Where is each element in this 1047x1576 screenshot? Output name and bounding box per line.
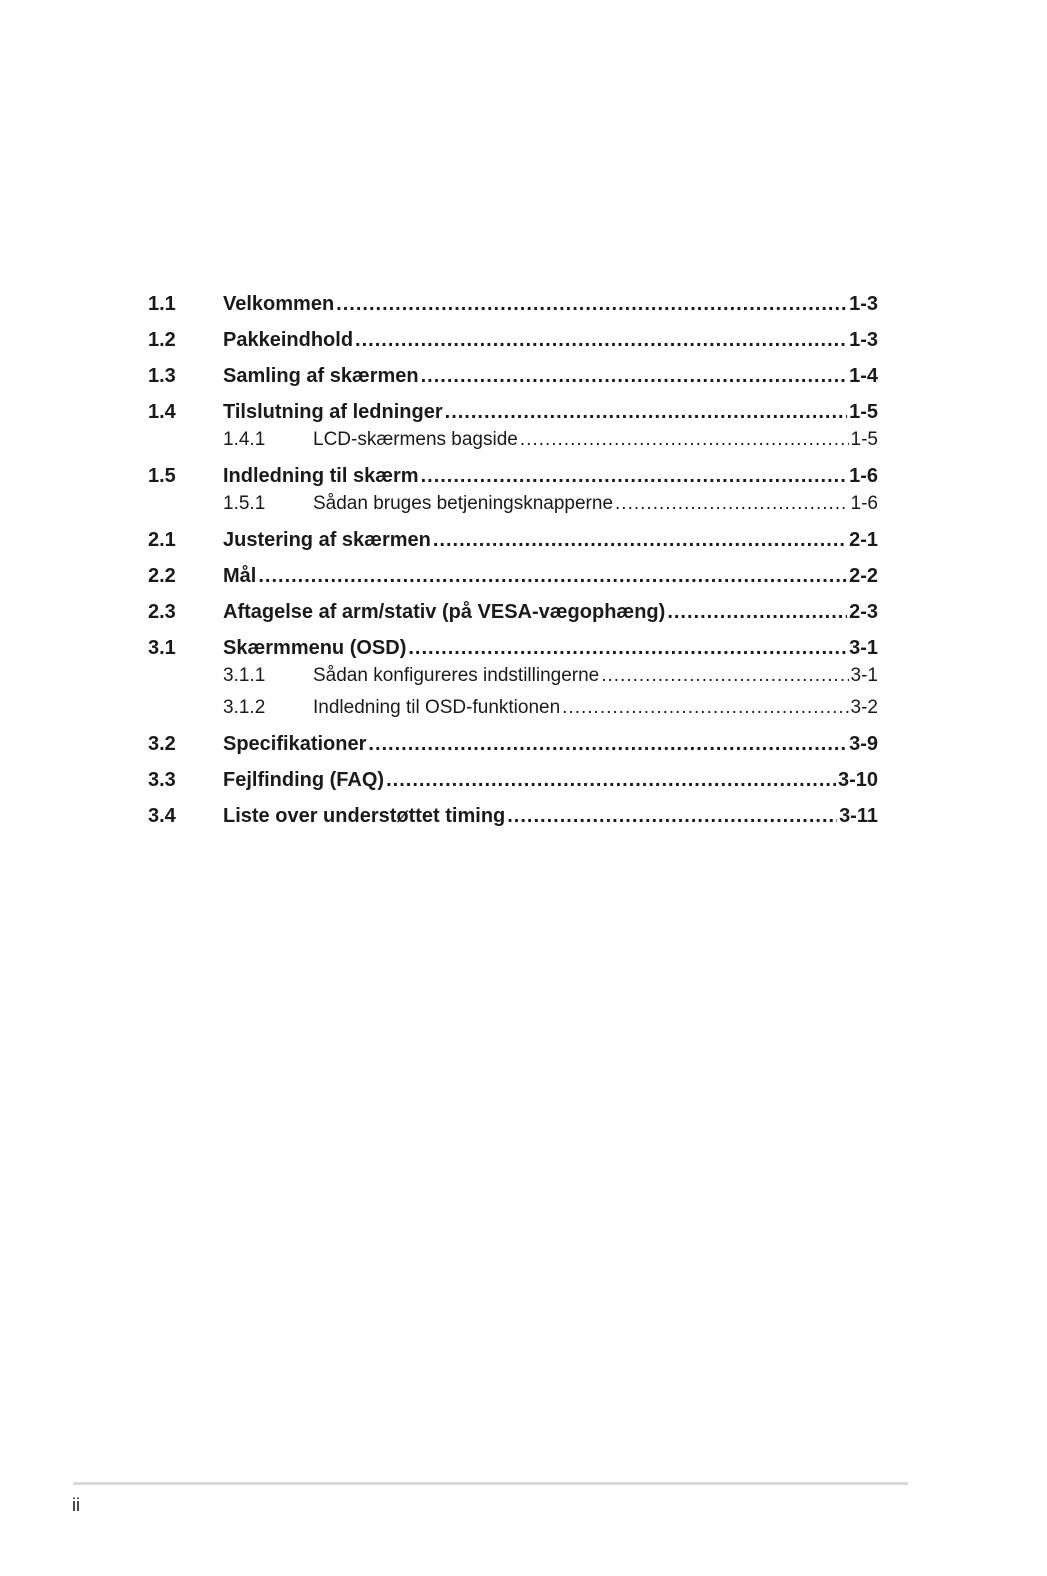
- toc-leader: [445, 398, 847, 426]
- toc-leader: [433, 526, 847, 554]
- toc-title: Fejlfinding (FAQ): [223, 769, 385, 791]
- toc-entry-1-4-1[interactable]: [148, 428, 878, 462]
- toc-leader: [408, 634, 847, 662]
- toc-title: Samling af skærmen: [223, 365, 419, 387]
- toc-number: 1.1: [148, 293, 176, 315]
- toc-entry-1-5[interactable]: [148, 462, 878, 492]
- toc-title: Skærmmenu (OSD): [223, 637, 407, 659]
- toc-page: 1-4: [849, 365, 878, 387]
- toc-page: 1-3: [849, 293, 878, 315]
- toc-title: Pakkeindhold: [223, 329, 354, 351]
- toc-page: 3-1: [850, 665, 878, 686]
- footer-page-number: ii: [72, 1495, 80, 1515]
- toc-entry-2-1[interactable]: [148, 526, 878, 562]
- toc-entry-3-1-1[interactable]: [148, 664, 878, 696]
- toc-title: Velkommen: [223, 293, 335, 315]
- toc-page: 1-5: [849, 401, 878, 423]
- toc-leader: [421, 362, 847, 390]
- toc-number: 3.1: [148, 637, 176, 659]
- toc-title: Tilslutning af ledninger: [223, 401, 443, 423]
- toc-title: Aftagelse af arm/stativ (på VESA-vægophæng): [223, 601, 666, 623]
- toc-page: 1-5: [850, 429, 878, 450]
- toc-page: 2-2: [849, 565, 878, 587]
- toc-number: 3.3: [148, 769, 176, 791]
- toc-leader: [667, 598, 847, 626]
- toc-entry-1-5-1[interactable]: [148, 492, 878, 526]
- toc-page: 3-2: [850, 697, 878, 718]
- toc-title: LCD-skærmens bagside: [313, 429, 518, 450]
- toc-page: 3-9: [849, 733, 878, 755]
- toc-leader: [507, 802, 837, 830]
- toc-title: Mål: [223, 565, 257, 587]
- toc-entry-3-3[interactable]: [148, 766, 878, 802]
- toc-leader: [258, 562, 847, 590]
- toc-entry-3-1-2[interactable]: [148, 696, 878, 730]
- toc-page: 2-1: [849, 529, 878, 551]
- toc-number: 3.2: [148, 733, 176, 755]
- toc-leader: [562, 696, 848, 720]
- toc-entry-2-3[interactable]: [148, 598, 878, 634]
- toc-number: 2.3: [148, 601, 176, 623]
- toc-leader: [336, 290, 847, 318]
- toc-entry-3-2[interactable]: [148, 730, 878, 766]
- toc-title: Specifikationer: [223, 733, 367, 755]
- toc-title: Sådan bruges betjeningsknapperne: [313, 493, 614, 514]
- toc-entry-1-3[interactable]: [148, 362, 878, 398]
- toc-number: 1.5: [148, 465, 176, 487]
- toc-leader: [601, 664, 848, 688]
- toc-leader: [421, 462, 848, 490]
- toc-leader: [386, 766, 836, 794]
- toc-page: 1-6: [849, 465, 878, 487]
- footer-divider: [73, 1482, 908, 1485]
- toc-number: 3.1.1: [223, 665, 266, 686]
- toc-number: 1.2: [148, 329, 176, 351]
- toc-entry-3-1[interactable]: [148, 634, 878, 664]
- toc-entry-3-4[interactable]: [148, 802, 878, 838]
- toc-entry-1-1[interactable]: [148, 290, 878, 326]
- toc-title: Justering af skærmen: [223, 529, 431, 551]
- toc-page: 1-3: [849, 329, 878, 351]
- toc-title: Indledning til skærm: [223, 465, 419, 487]
- toc-leader: [615, 492, 849, 516]
- toc-title: Liste over understøttet timing: [223, 805, 506, 827]
- toc-page: 1-6: [850, 493, 878, 514]
- table-of-contents: [148, 290, 878, 838]
- toc-entry-1-2[interactable]: [148, 326, 878, 362]
- toc-leader: [368, 730, 847, 758]
- toc-leader: [355, 326, 847, 354]
- toc-number: 1.4: [148, 401, 176, 423]
- toc-number: 1.5.1: [223, 493, 266, 514]
- toc-entry-1-4[interactable]: [148, 398, 878, 428]
- toc-page: 3-11: [839, 805, 878, 827]
- toc-page: 3-1: [849, 637, 878, 659]
- toc-title: Indledning til OSD-funktionen: [313, 697, 561, 718]
- toc-number: 2.2: [148, 565, 176, 587]
- toc-entry-2-2[interactable]: [148, 562, 878, 598]
- toc-number: 1.3: [148, 365, 176, 387]
- toc-title: Sådan konfigureres indstillingerne: [313, 665, 600, 686]
- toc-number: 1.4.1: [223, 429, 266, 450]
- toc-number: 3.4: [148, 805, 176, 827]
- toc-page: 2-3: [849, 601, 878, 623]
- toc-number: 2.1: [148, 529, 176, 551]
- toc-leader: [520, 428, 849, 452]
- toc-number: 3.1.2: [223, 697, 266, 718]
- toc-page: 3-10: [837, 769, 878, 791]
